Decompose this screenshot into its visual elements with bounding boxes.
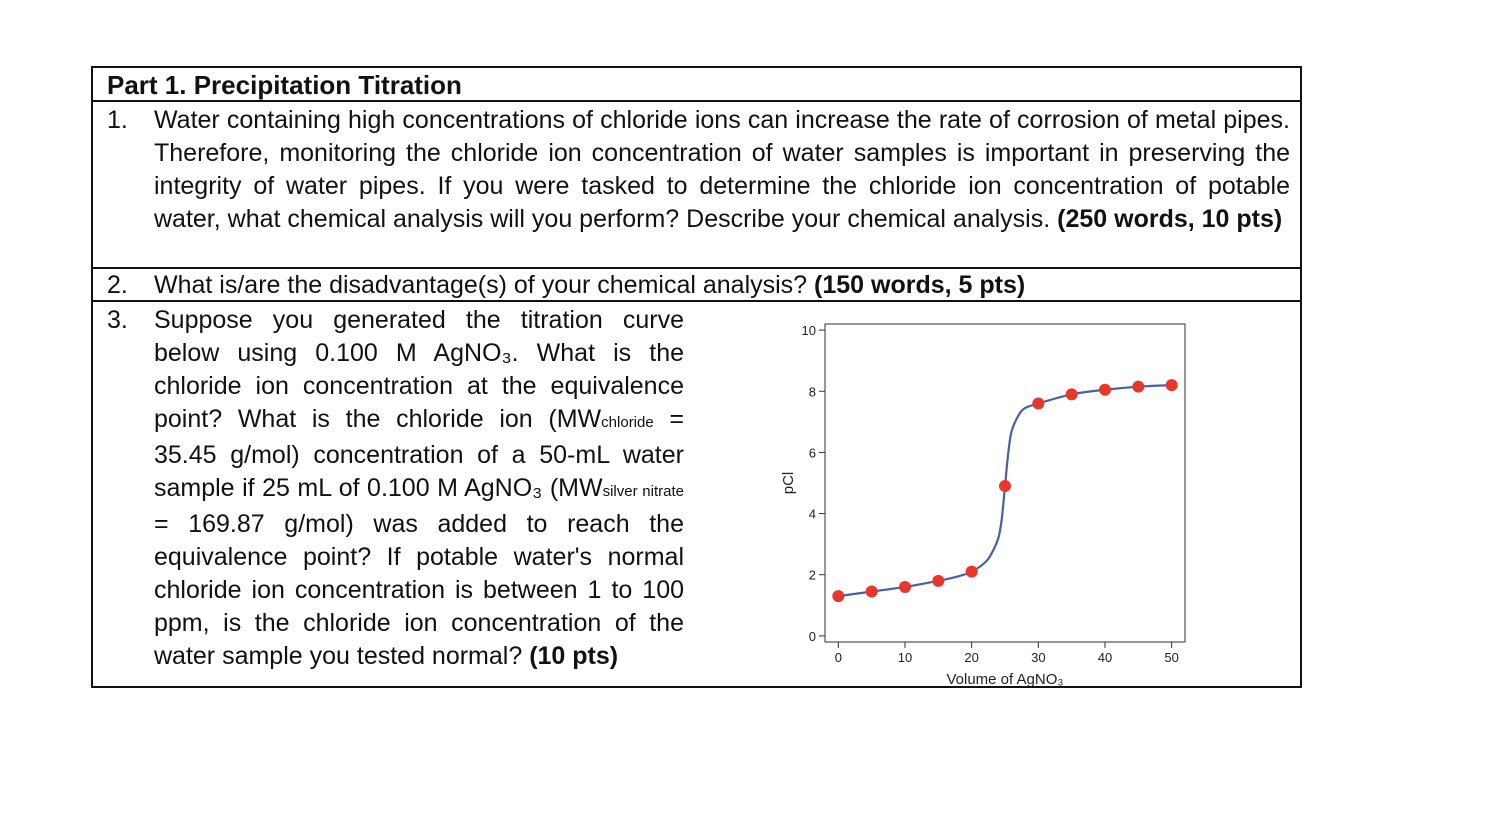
y-tick-label: 4: [808, 506, 816, 522]
x-tick-label: 50: [1164, 650, 1179, 665]
question-text-part: Suppose you generated the titration curve below using 0.100 M AgNO₃. What is the chloride ion concentration at the equivalence point? What is the chloride ion (MW: [154, 306, 684, 433]
x-tick-label: 0: [834, 650, 842, 665]
data-point: [932, 575, 944, 587]
x-tick-label: 40: [1097, 650, 1113, 665]
data-point: [1032, 398, 1044, 410]
data-point: [832, 590, 844, 602]
data-point: [999, 480, 1011, 492]
question-sheet: [91, 66, 1302, 688]
question-3-text: [154, 304, 684, 673]
x-axis-label: Volume of AgNO₃: [946, 671, 1064, 688]
question-1-text: [154, 104, 1290, 236]
y-tick-label: 8: [808, 384, 816, 400]
y-axis-label: pCl: [780, 471, 797, 495]
data-point: [1166, 379, 1178, 391]
data-point: [1099, 384, 1111, 396]
question-2-text: [154, 269, 1290, 302]
y-tick-label: 6: [808, 445, 816, 461]
question-number: 1.: [107, 106, 128, 134]
title-row: [93, 68, 1300, 102]
data-point: [1066, 388, 1078, 400]
question-text: Water containing high concentrations of chloride ions can increase the rate of corrosion of metal pipes. Therefore, monitoring the chloride ion concentration of water samples is important in preserving the integrity of water pipes. If you were tasked to determine the chloride ion concentration of potable water, what chemical analysis will you perform? Describe your chemical analysis.: [154, 106, 1290, 233]
question-number: 3.: [107, 306, 128, 334]
question-number: 2.: [107, 271, 128, 299]
question-1-row: [93, 102, 1300, 269]
x-tick-label: 10: [897, 650, 913, 665]
question-text: What is/are the disadvantage(s) of your chemical analysis?: [154, 271, 808, 299]
data-point: [899, 581, 911, 593]
y-tick-label: 0: [808, 628, 816, 644]
page-title: Part 1. Precipitation Titration: [107, 70, 462, 100]
question-2-row: [93, 269, 1300, 302]
titration-chart-svg: [773, 302, 1193, 688]
question-3-row: [93, 302, 1300, 688]
x-tick-label: 30: [1031, 650, 1046, 665]
x-tick-label: 20: [964, 650, 979, 665]
subscript-silver-nitrate: silver nitrate: [602, 483, 684, 500]
question-text-part: = 35.45 g/mol) concentration of a 50-mL water sample if 25 mL of 0.100 M AgNO₃ (MW: [154, 405, 685, 502]
y-tick-label: 2: [808, 567, 816, 583]
data-point: [966, 566, 978, 578]
titration-chart: [773, 302, 1193, 688]
subscript-chloride: chloride: [601, 414, 654, 431]
data-point: [866, 586, 878, 598]
question-points: (150 words, 5 pts): [814, 271, 1026, 299]
data-point: [1132, 381, 1144, 393]
question-points: (10 pts): [529, 642, 619, 670]
y-tick-label: 10: [801, 323, 816, 339]
question-text-part: = 169.87 g/mol) was added to reach the equivalence point? If potable water's normal chloride ion concentration is between 1 to 100 ppm, is the chloride ion concentration of the water sample you tested normal?: [154, 510, 684, 670]
question-points: (250 words, 10 pts): [1057, 205, 1283, 233]
